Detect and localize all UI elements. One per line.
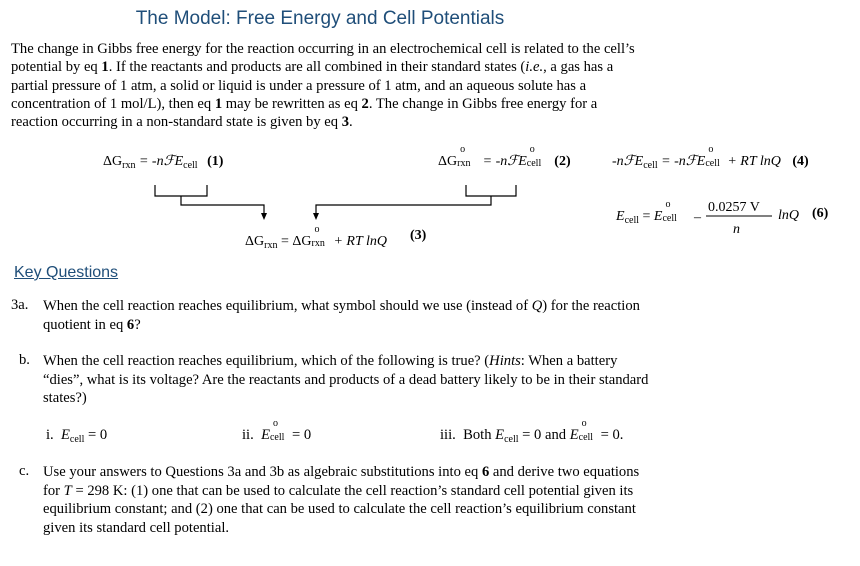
connector-eq1 bbox=[181, 196, 264, 215]
eq-subscript: cell bbox=[69, 434, 85, 445]
eq-ref: 1 bbox=[101, 59, 109, 76]
question-text: ) for the reaction quotient in eq bbox=[43, 298, 640, 333]
question-3b bbox=[43, 352, 653, 408]
eq-degree-stack bbox=[578, 418, 601, 443]
eq-symbol: E bbox=[61, 427, 70, 443]
eq-subscript: cell bbox=[662, 213, 677, 224]
eq-symbol: E bbox=[261, 427, 270, 443]
bracket-eq1 bbox=[155, 185, 207, 196]
eq6-lnq: lnQ bbox=[778, 208, 799, 223]
fraction-denominator: n bbox=[733, 222, 740, 237]
eq-symbol: ΔG bbox=[245, 234, 265, 249]
question-3a bbox=[43, 297, 653, 334]
question-text: Use your answers to Questions 3a and 3b as algebraic substitutions into eq bbox=[43, 464, 482, 480]
eq-term: + RT lnQ bbox=[333, 234, 388, 249]
question-text: and derive two equations for bbox=[43, 464, 640, 499]
intro-text: . bbox=[348, 114, 353, 131]
eq-number: (1) bbox=[207, 154, 224, 169]
option-text: = 0 and bbox=[522, 427, 570, 443]
eq-number: (2) bbox=[554, 154, 571, 169]
bracket-eq2 bbox=[466, 185, 516, 196]
eq-subscript: cell bbox=[269, 432, 285, 443]
degree: o bbox=[708, 144, 714, 155]
option-iii bbox=[440, 418, 624, 445]
eq-subscript: cell bbox=[705, 158, 720, 169]
eq-subscript: cell bbox=[624, 215, 639, 226]
option-ii bbox=[242, 418, 312, 444]
question-text: ? bbox=[134, 316, 141, 333]
page-title: The Model: Free Energy and Cell Potentials bbox=[135, 8, 505, 29]
question-text: When the cell reaction reaches equilibrium, which of the following is true? ( bbox=[43, 353, 490, 369]
question-3c bbox=[43, 463, 653, 537]
eq-subscript: cell bbox=[578, 432, 594, 443]
eq-symbol: ΔG bbox=[438, 154, 458, 169]
eq-subscript: rxn bbox=[311, 238, 325, 249]
eq-term: + RT lnQ bbox=[727, 154, 781, 169]
question-text: : When a battery “dies”, what is its voltage? Are the reactants and products of a dead battery likely to be in their standard states?) bbox=[43, 353, 649, 406]
option-text: Both bbox=[463, 427, 496, 443]
eq-subscript: cell bbox=[526, 158, 542, 169]
arrow-eq1 bbox=[261, 213, 267, 220]
intro-text: . The change in Gibbs free energy for a reaction occurring in a non-standard state is given by eq bbox=[11, 95, 598, 131]
eq-term: = -nℱE bbox=[482, 154, 527, 169]
degree: o bbox=[314, 224, 320, 235]
intro-text: i.e. bbox=[525, 59, 544, 76]
eq-subscript: rxn bbox=[457, 158, 471, 169]
option-text: = 0 bbox=[291, 427, 312, 443]
eq-subscript: rxn bbox=[264, 240, 278, 251]
minus-sign: – bbox=[694, 210, 701, 225]
eq-symbol: E bbox=[616, 209, 625, 224]
eq-ref: 6 bbox=[126, 316, 135, 333]
degree: o bbox=[460, 144, 466, 155]
question-3a-label: 3a. bbox=[11, 297, 29, 313]
option-text: = 0 bbox=[88, 427, 108, 443]
intro-text: , a gas has a partial pressure of 1 atm, a solid or liquid is under a pressure of 1 atm, and an aqueous solute has a concentration of 1 mol/L), then eq bbox=[11, 59, 614, 112]
intro-text: The change in Gibbs free energy for the reaction occurring in an electrochemical cell is related to the cell’s potential by eq bbox=[11, 41, 635, 76]
eq-ref: 1 bbox=[214, 95, 223, 112]
option-i bbox=[46, 427, 107, 445]
key-questions-heading: Key Questions bbox=[14, 264, 119, 281]
question-text: When the cell reaction reaches equilibrium, what symbol should we use (instead of bbox=[43, 298, 532, 314]
eq-subscript: rxn bbox=[122, 160, 136, 171]
option-label: ii. bbox=[242, 427, 254, 443]
eq-number: (4) bbox=[792, 154, 809, 169]
degree: o bbox=[665, 199, 671, 210]
connector-eq2 bbox=[316, 196, 491, 215]
eq-symbol: ΔG bbox=[103, 154, 123, 169]
option-label: iii. bbox=[440, 427, 456, 443]
eq-term: = bbox=[642, 209, 651, 224]
eq-term: -nℱE bbox=[612, 154, 644, 169]
question-text: T bbox=[63, 482, 72, 499]
arrow-eq2 bbox=[313, 213, 319, 220]
eq-degree-stack bbox=[269, 418, 292, 443]
eq-ref: 2 bbox=[361, 95, 369, 112]
question-text: = 298 K: (1) one that can be used to calculate the cell reaction’s standard cell potential given its equilibrium constant; and (2) one that can be used to calculate the cell reaction’s equilibrium constant given its standard cell potential. bbox=[43, 482, 636, 536]
eq-subscript: cell bbox=[643, 160, 658, 171]
question-3b-label: b. bbox=[19, 352, 30, 368]
eq-symbol: E bbox=[569, 427, 579, 443]
question-text: Hints bbox=[489, 353, 521, 369]
eq-symbol: E bbox=[653, 209, 663, 224]
question-text: Q bbox=[531, 298, 543, 314]
fraction-numerator: 0.0257 V bbox=[708, 200, 760, 215]
degree: o bbox=[272, 418, 278, 429]
eq-ref: 6 bbox=[481, 464, 490, 480]
option-text: = 0. bbox=[600, 427, 624, 443]
eq-number: (3) bbox=[410, 228, 427, 243]
option-label: i. bbox=[46, 427, 54, 443]
eq-term: = -nℱE bbox=[661, 154, 706, 169]
eq-subscript: cell bbox=[504, 434, 519, 445]
eq-subscript: cell bbox=[183, 160, 198, 171]
eq-symbol: E bbox=[495, 427, 505, 443]
eq-term: = -nℱE bbox=[138, 154, 184, 169]
eq-ref: 3 bbox=[341, 114, 349, 131]
intro-text: . If the reactants and products are all combined in their standard states ( bbox=[108, 59, 526, 76]
degree: o bbox=[529, 144, 535, 155]
question-3c-label: c. bbox=[19, 463, 30, 479]
eq-number: (6) bbox=[812, 206, 829, 221]
degree: o bbox=[581, 418, 587, 429]
intro-text: may be rewritten as eq bbox=[222, 95, 362, 112]
eq-term: = ΔG bbox=[280, 234, 312, 249]
